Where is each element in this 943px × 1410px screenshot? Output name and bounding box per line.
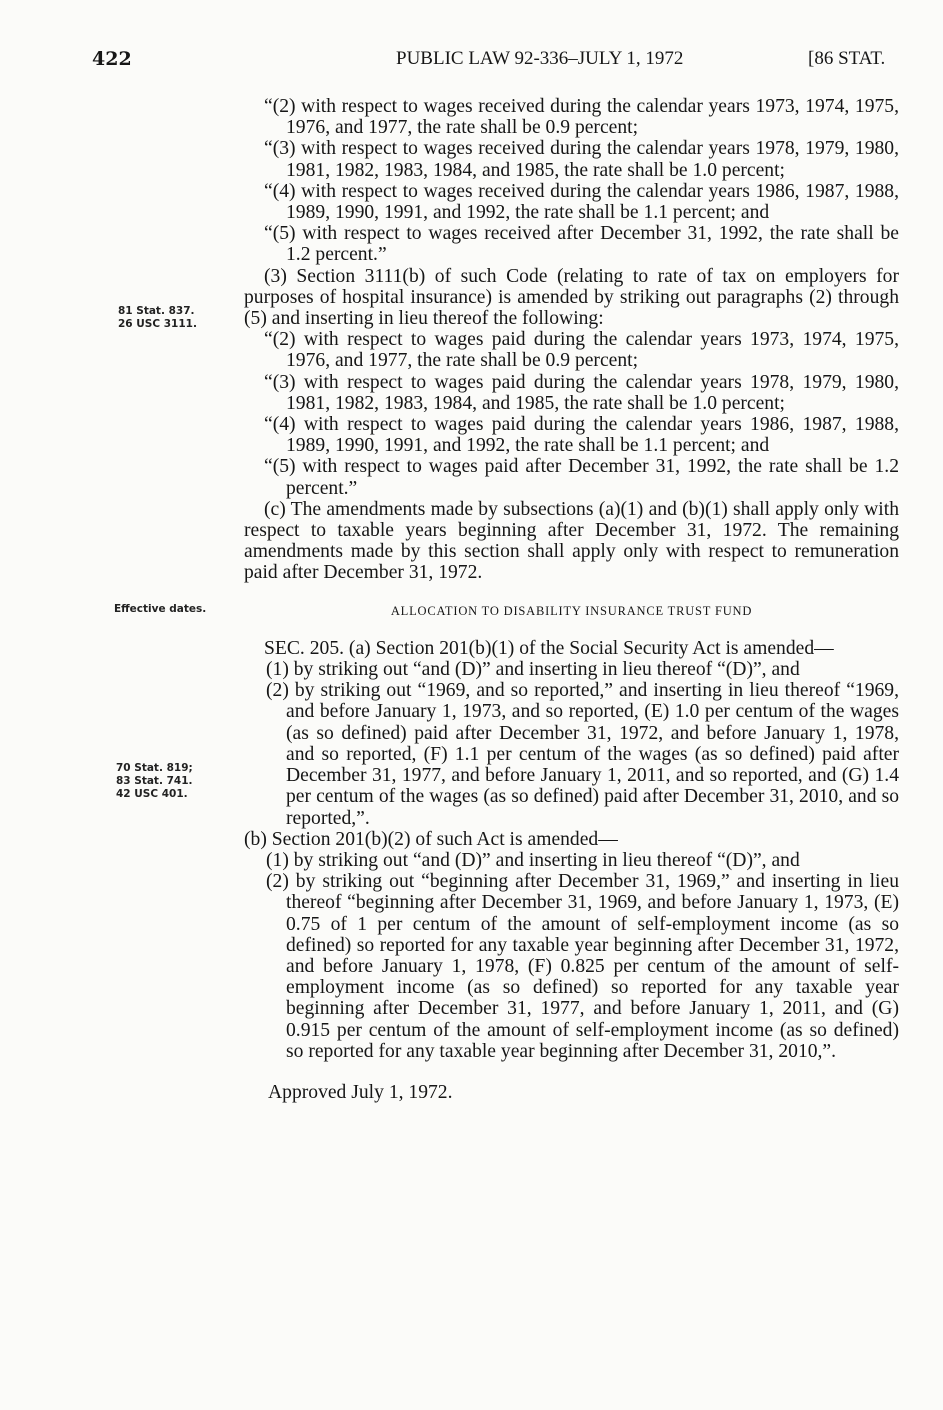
- paragraph: (1) by striking out “and (D)” and inserting in lieu thereof “(D)”, and: [266, 659, 800, 681]
- margin-note-line: 42 USC 401.: [116, 788, 188, 800]
- margin-note-line: 83 Stat. 741.: [116, 775, 193, 787]
- section-heading: ALLOCATION TO DISABILITY INSURANCE TRUST FUND: [390, 603, 753, 618]
- header-stat-volume: [86 STAT.: [808, 48, 886, 69]
- running-header: [0, 48, 943, 78]
- margin-note-line: 70 Stat. 819;: [116, 762, 193, 774]
- approved-date: Approved July 1, 1972.: [268, 1081, 453, 1103]
- paragraph: “(5) with respect to wages paid after December 31, 1992, the rate shall be 1.2 percent.”: [264, 456, 899, 499]
- paragraph: “(4) with respect to wages received during the calendar years 1986, 1987, 1988, 1989, 1990, 1991, and 1992, the rate shall be 1.1 percent; and: [264, 180, 899, 224]
- paragraph: “(2) with respect to wages paid during the calendar years 1973, 1974, 1975, 1976, and 1977, the rate shall be 0.9 percent;: [264, 329, 899, 372]
- paragraph: “(3) with respect to wages received during the calendar years 1978, 1979, 1980, 1981, 1982, 1983, 1984, and 1985, the rate shall be 1.0 percent;: [264, 138, 899, 181]
- paragraph-sec-205: SEC. 205. (a) Section 201(b)(1) of the Social Security Act is amended—: [264, 637, 834, 659]
- page-number: 422: [92, 48, 132, 70]
- paragraph: “(3) with respect to wages paid during the calendar years 1978, 1979, 1980, 1981, 1982, 1983, 1984, and 1985, the rate shall be 1.0 percent;: [264, 371, 899, 414]
- paragraph: (1) by striking out “and (D)” and inserting in lieu thereof “(D)”, and: [266, 849, 800, 871]
- margin-note-line: 81 Stat. 837.: [118, 305, 195, 317]
- margin-note-citation-2: [116, 762, 193, 801]
- margin-note-effective-dates: [114, 603, 206, 616]
- paragraph: (2) by striking out “1969, and so reported,” and inserting in lieu thereof “1969, and before January 1, 1973, and so reported, (E) 1.0 per centum of the wages (as so defined) paid after December 31, 1972, and before January 1, 1978, and so reported, (F) 1.1 per centum of the wages (as so defined) paid after December 31, 1977, and before January 1, 2011, and so reported, and (G) 1.4 per centum of the wages (as so defined) paid after December 31, 2010, and so reported,”.: [266, 680, 899, 829]
- margin-note-line: 26 USC 3111.: [118, 318, 197, 330]
- paragraph: “(2) with respect to wages received during the calendar years 1973, 1974, 1975, 1976, and 1977, the rate shall be 0.9 percent;: [264, 96, 899, 139]
- paragraph: (3) Section 3111(b) of such Code (relating to rate of tax on employers for purposes of hospital insurance) is amended by striking out paragraphs (2) through (5) and inserting in lieu thereof the following:: [244, 265, 899, 330]
- header-title: PUBLIC LAW 92-336–JULY 1, 1972: [396, 48, 684, 69]
- margin-note-line: Effective dates.: [114, 603, 207, 615]
- margin-note-citation-1: [118, 305, 197, 331]
- body-text: [244, 96, 899, 1103]
- paragraph: (b) Section 201(b)(2) of such Act is amended—: [244, 828, 618, 850]
- paragraph: “(4) with respect to wages paid during the calendar years 1986, 1987, 1988, 1989, 1990, 1991, and 1992, the rate shall be 1.1 percent; and: [264, 414, 899, 457]
- paragraph: (2) by striking out “beginning after December 31, 1969,” and inserting in lieu thereof “beginning after December 31, 1969, and before January 1, 1973, (E) 0.75 of 1 per centum of the amount of self-employment income (as so defined) so reported for any taxable year beginning after December 31, 1972, and before January 1, 1978, (F) 0.825 per centum of the amount of self-employment income (as so defined) so reported for any taxable year beginning after December 31, 1977, and before January 1, 2011, and (G) 0.915 per centum of the amount of self-employment income (as so defined) so reported for any taxable year beginning after December 31, 2010,”.: [266, 871, 899, 1062]
- paragraph-effective-dates: (c) The amendments made by subsections (a)(1) and (b)(1) shall apply only with respect to taxable years beginning after December 31, 1972. The remaining amendments made by this section shall apply only with respect to remuneration paid after December 31, 1972.: [244, 498, 899, 584]
- paragraph: “(5) with respect to wages received after December 31, 1992, the rate shall be 1.2 percent.”: [264, 223, 899, 266]
